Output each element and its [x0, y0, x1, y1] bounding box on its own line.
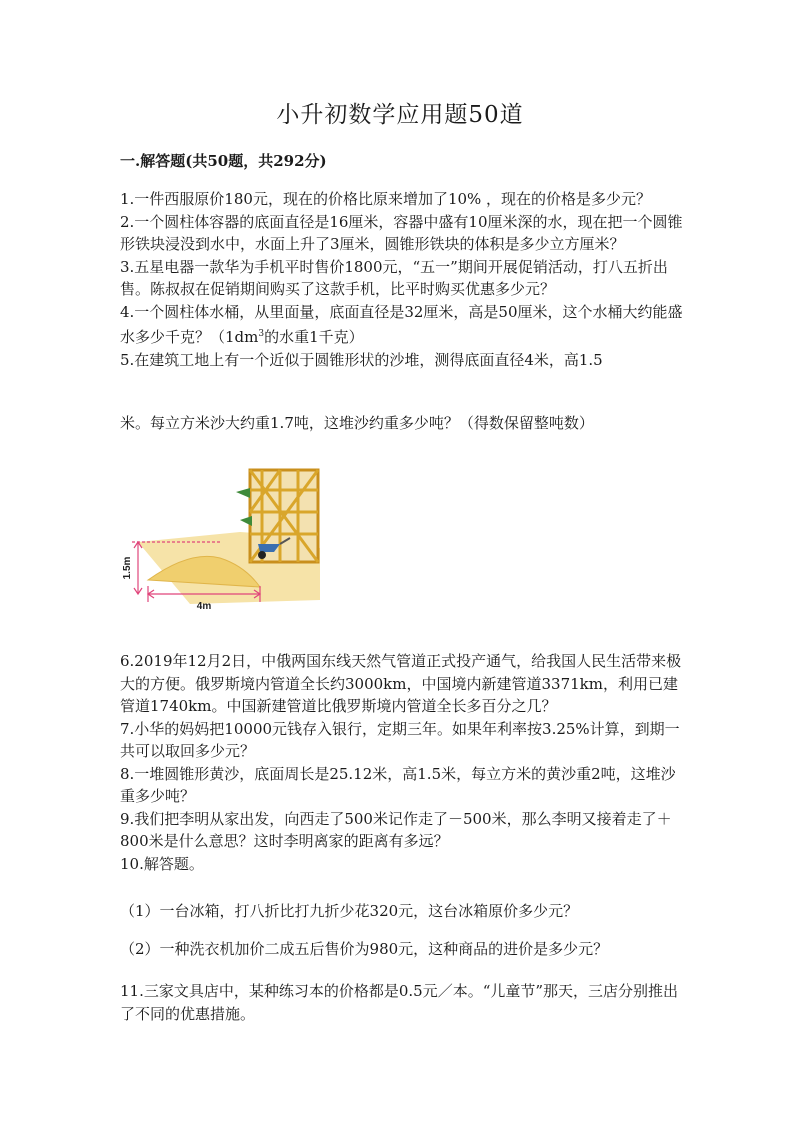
question-4	[120, 301, 685, 349]
question-10-part-2-block	[120, 938, 685, 961]
diameter-label: 4m	[196, 601, 212, 612]
question-2: 2.一个圆柱体容器的底面直径是16厘米，容器中盛有10厘米深的水，现在把一个圆锥形铁块浸没到水中，水面上升了3厘米，圆锥形铁块的体积是多少立方厘米？	[120, 212, 683, 253]
flag-icon	[236, 488, 250, 498]
sand-pile-illustration	[120, 462, 325, 612]
question-11-block	[120, 980, 685, 1025]
question-10-part-1: （1）一台冰箱，打八折比打九折少花320元，这台冰箱原价多少元？	[120, 902, 579, 920]
question-7: 7.小华的妈妈把10000元钱存入银行，定期三年。如果年利率按3.25%计算，到期一共可以取回多少元？	[120, 719, 680, 760]
question-8: 8.一堆圆锥形黄沙，底面周长是25.12米，高1.5米，每立方米的黄沙重2吨，这堆沙重多少吨？	[120, 764, 676, 805]
question-5-continuation	[120, 412, 685, 435]
height-label: 1.5m	[122, 556, 133, 580]
question-5-line-1: 5.在建筑工地上有一个近似于圆锥形状的沙堆，测得底面直径4米，高1.5	[120, 350, 603, 369]
question-11: 11.三家文具店中，某种练习本的价格都是0.5元／本。“儿童节”那天，三店分别推出了不同的优惠措施。	[120, 982, 679, 1023]
section-heading: 一.解答题(共50题，共292分)	[120, 152, 327, 170]
question-block-1	[120, 188, 685, 371]
question-6: 6.2019年12月2日，中俄两国东线天然气管道正式投产通气，给我国人民生活带来极大的方便。俄罗斯境内管道全长约3000km，中国境内新建管道3371km，利用已建管道1740km。中国新建管道比俄罗斯境内管道全长多百分之几？	[120, 652, 682, 715]
page-title: 小升初数学应用题50道	[276, 102, 524, 128]
question-block-2	[120, 650, 685, 875]
question-10-part-1-block	[120, 900, 685, 923]
sand-pile-figure	[120, 462, 325, 612]
question-3: 3.五星电器一款华为手机平时售价1800元，“五一”期间开展促销活动，打八五折出售。陈叔叔在促销期间购买了这款手机，比平时购买优惠多少元？	[120, 257, 668, 298]
question-4-superscript: 3	[258, 329, 265, 339]
flag-icon	[240, 516, 252, 526]
question-10-part-2: （2）一种洗衣机加价二成五后售价为980元，这种商品的进价是多少元？	[120, 940, 609, 958]
question-9: 9.我们把李明从家出发，向西走了500米记作走了－500米，那么李明又接着走了＋800米是什么意思？这时李明离家的距离有多远？	[120, 809, 672, 850]
question-1: 1.一件西服原价180元，现在的价格比原来增加了10% ，现在的价格是多少元？	[120, 190, 652, 208]
question-10: 10.解答题。	[120, 854, 204, 873]
question-4-text-a: 4.一个圆柱体水桶，从里面量，底面直径是32厘米，高是50厘米，这个水桶大约能盛水多少千克？（1dm	[120, 302, 683, 346]
question-5-line-2: 米。每立方米沙大约重1.7吨，这堆沙约重多少吨？（得数保留整吨数）	[120, 414, 594, 432]
question-4-text-b: 的水重1千克）	[264, 328, 364, 346]
